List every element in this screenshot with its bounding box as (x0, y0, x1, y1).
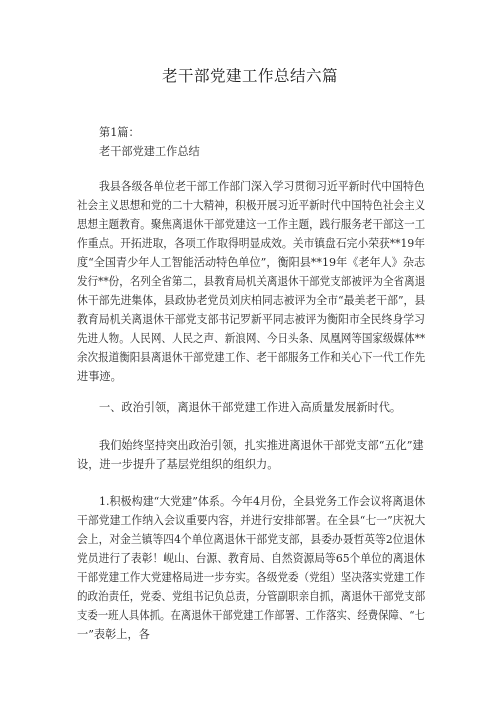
paragraph-1-line: 余次报道衡阳县离退休干部党建工作、老干部服务工作和关心下一代工作先 (77, 351, 426, 364)
paragraph-1-line: 先进人物。人民网、人民之声、新浪网、今日头条、凤凰网等国家级媒体** (77, 332, 426, 345)
paragraph-4-line: 1.积极构建“大党建”体系。今年4月份，全县党务工作会议将离退休 (99, 495, 426, 508)
paragraph-1-line: 度“全国青少年人工智能活动特色单位”，衡阳县**19年《老年人》杂志 (77, 256, 426, 269)
paragraph-1-line: 进事迹。 (77, 370, 122, 383)
section-label: 第1篇： (99, 126, 140, 139)
paragraph-4-line: 干部党建工作大党建格局进一步夯实。各级党委（党组）坚决落实党建工作 (77, 571, 426, 584)
section-subtitle: 老干部党建工作总结 (99, 145, 200, 158)
paragraph-1-line: 我县各级各单位老干部工作部门深入学习贯彻习近平新时代中国特色 (99, 180, 425, 193)
document-title: 老干部党建工作总结六篇 (161, 67, 338, 85)
paragraph-1-line: 思想主题教育。聚焦离退休干部党建这一工作主题，践行服务老干部这一工 (77, 218, 426, 231)
paragraph-1-line: 教育局机关离退休干部党支部书记罗新平同志被评为衡阳市全民终身学习 (77, 313, 426, 326)
paragraph-1-line: 作重点。开拓进取，各项工作取得明显成效。关市镇盘石完小荣获**19年 (77, 237, 426, 250)
paragraph-1-line: 休干部先进集体，县政协老党员刘庆柏同志被评为全市“最美老干部”，县 (77, 294, 426, 307)
paragraph-4-line: 一”表彰上，各 (77, 628, 150, 641)
paragraph-4-line: 干部党建工作纳入会议重要内容，并进行安排部署。在全县“七一”庆祝大 (77, 514, 426, 527)
paragraph-1-line: 社会主义思想和党的二十大精神，积极开展习近平新时代中国特色社会主义 (77, 199, 426, 212)
paragraph-4-line: 会上，对金兰镇等四4个单位离退休干部党支部，县委办聂哲英等2位退休 (77, 533, 426, 546)
paragraph-4-line: 支委一班人具体抓。在离退休干部党建工作部署、工作落实、经费保障、“七 (77, 609, 425, 622)
paragraph-3-line: 我们始终坚持突出政治引领，扎实推进离退休干部党支部“五化”建 (99, 439, 424, 452)
section-heading: 一、政治引领，离退休干部党建工作进入高质量发展新时代。 (99, 401, 402, 414)
paragraph-1-line: 发行**份，名列全省第二，县教育局机关离退休干部党支部被评为全省离退 (77, 275, 426, 288)
paragraph-3-line: 设，进一步提升了基层党组织的组织力。 (77, 458, 279, 471)
paragraph-4-line: 的政治责任，党委、党组书记负总责，分管副职亲自抓，离退休干部党支部 (77, 590, 426, 603)
paragraph-4-line: 党员进行了表彰！岘山、台源、教育局、自然资源局等65个单位的离退休 (77, 552, 426, 565)
